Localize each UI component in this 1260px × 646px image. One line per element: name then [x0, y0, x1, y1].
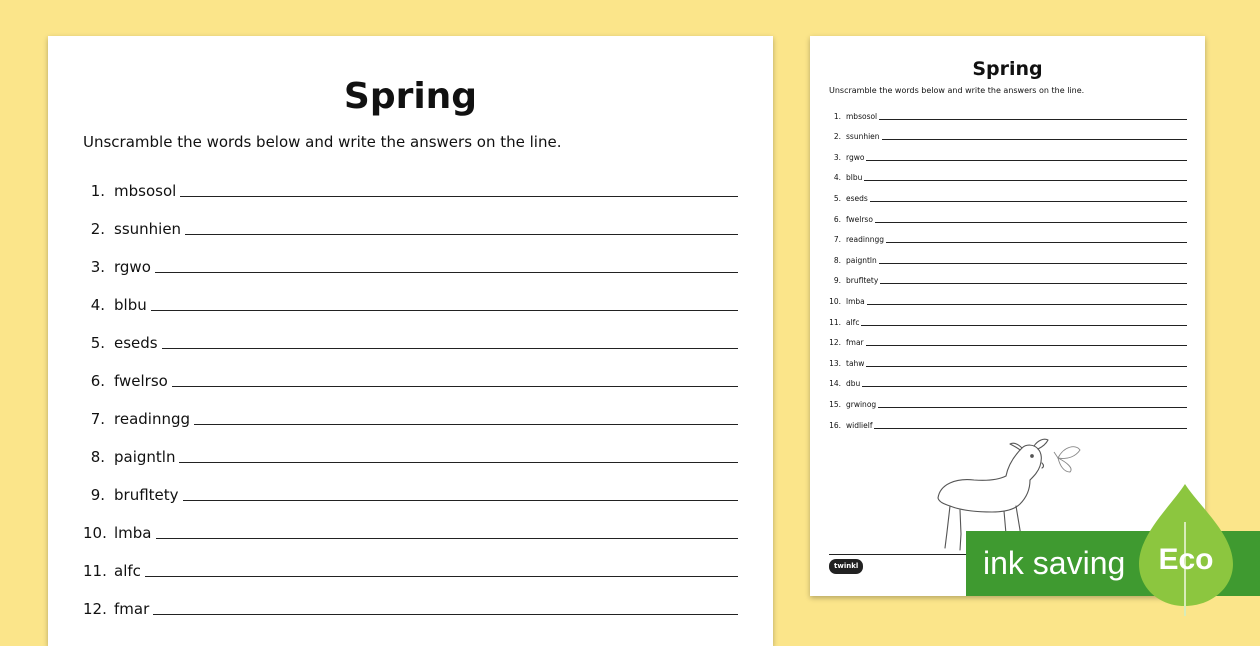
answer-line [185, 234, 738, 235]
item-number: 8. [833, 255, 841, 265]
list-item [83, 238, 738, 276]
answer-line [866, 160, 1187, 161]
list-item [83, 542, 738, 580]
list-item [83, 466, 738, 504]
answer-line [194, 424, 738, 425]
item-number: 2. [833, 132, 841, 142]
answer-line [875, 222, 1187, 223]
item-number: 1. [833, 111, 841, 121]
item-number: 5. [90, 334, 105, 352]
scrambled-word: paigntln [846, 255, 877, 265]
worksheet-instructions: Unscramble the words below and write the answers on the line. [83, 133, 562, 151]
answer-line [156, 538, 739, 539]
item-number: 8. [90, 448, 105, 466]
answer-line [162, 348, 738, 349]
answer-line [866, 345, 1187, 346]
list-item [83, 390, 738, 428]
answer-line [151, 310, 738, 311]
answer-line [172, 386, 738, 387]
answer-line [145, 576, 738, 577]
list-item [83, 276, 738, 314]
list-item [829, 203, 1187, 224]
answer-line [155, 272, 738, 273]
scrambled-word: fmar [846, 338, 864, 348]
scrambled-word: readinngg [846, 235, 885, 245]
scrambled-word: tahw [846, 358, 865, 368]
list-item [829, 265, 1187, 286]
answer-line [153, 614, 738, 615]
item-number: 7. [833, 235, 841, 245]
list-item [829, 100, 1187, 121]
list-item [829, 141, 1187, 162]
answer-line [886, 242, 1187, 243]
answer-line [864, 180, 1187, 181]
list-item [83, 504, 738, 542]
list-item [829, 182, 1187, 203]
scrambled-word: rgwo [114, 258, 151, 276]
item-number: 9. [833, 276, 841, 286]
list-item [83, 314, 738, 352]
item-number: 15. [829, 399, 841, 409]
list-item [829, 368, 1187, 389]
item-number: 14. [829, 379, 841, 389]
item-number: 11. [829, 317, 841, 327]
answer-line [882, 139, 1187, 140]
word-list [83, 162, 738, 618]
item-number: 3. [90, 258, 105, 276]
list-item [829, 285, 1187, 306]
scrambled-word: ssunhien [114, 220, 182, 238]
scrambled-word: brufltety [846, 276, 879, 286]
answer-line [874, 428, 1187, 429]
answer-line [179, 462, 738, 463]
list-item [829, 224, 1187, 245]
scrambled-word: brufltety [114, 486, 179, 504]
scrambled-word: blbu [846, 173, 863, 183]
scrambled-word: eseds [846, 193, 868, 203]
scrambled-word: widlielf [846, 420, 873, 430]
answer-line [862, 386, 1187, 387]
list-item [829, 162, 1187, 183]
scrambled-word: eseds [114, 334, 158, 352]
scrambled-word: fwelrso [114, 372, 168, 390]
item-number: 13. [829, 358, 841, 368]
item-number: 5. [833, 193, 841, 203]
item-number: 4. [833, 173, 841, 183]
item-number: 1. [90, 182, 105, 200]
answer-line [867, 304, 1187, 305]
answer-line [183, 500, 738, 501]
list-item [829, 347, 1187, 368]
item-number: 7. [90, 410, 105, 428]
item-number: 4. [90, 296, 105, 314]
scrambled-word: rgwo [846, 152, 865, 162]
scrambled-word: blbu [114, 296, 147, 314]
scrambled-word: lmba [846, 296, 865, 306]
item-number: 6. [90, 372, 105, 390]
word-list [829, 100, 1187, 430]
twinkl-logo: twinkl [829, 559, 863, 574]
item-number: 2. [90, 220, 105, 238]
scrambled-word: lmba [114, 524, 152, 542]
worksheet-preview-large [48, 36, 773, 646]
list-item [829, 327, 1187, 348]
scrambled-word: paigntln [114, 448, 176, 466]
scrambled-word: readinngg [114, 410, 191, 428]
item-number: 6. [833, 214, 841, 224]
list-item [829, 409, 1187, 430]
scrambled-word: dbu [846, 379, 861, 389]
answer-line [870, 201, 1187, 202]
item-number: 12. [829, 338, 841, 348]
list-item [83, 200, 738, 238]
item-number: 10. [83, 524, 107, 542]
list-item [829, 388, 1187, 409]
answer-line [879, 263, 1187, 264]
answer-line [180, 196, 738, 197]
answer-line [866, 366, 1187, 367]
scrambled-word: ssunhien [846, 132, 880, 142]
scrambled-word: mbsosol [846, 111, 878, 121]
scrambled-word: fmar [114, 600, 150, 618]
item-number: 10. [829, 296, 841, 306]
scrambled-word: mbsosol [114, 182, 177, 200]
item-number: 11. [83, 562, 107, 580]
list-item [83, 352, 738, 390]
answer-line [861, 325, 1187, 326]
eco-label: Eco [1158, 543, 1214, 576]
item-number: 16. [829, 420, 841, 430]
item-number: 3. [833, 152, 841, 162]
worksheet-title: Spring [972, 58, 1043, 80]
list-item [83, 580, 738, 618]
answer-line [880, 283, 1187, 284]
scrambled-word: fwelrso [846, 214, 873, 224]
worksheet-instructions: Unscramble the words below and write the answers on the line. [829, 86, 1085, 95]
list-item [83, 162, 738, 200]
scrambled-word: grwinog [846, 399, 877, 409]
answer-line [878, 407, 1187, 408]
list-item [829, 244, 1187, 265]
list-item [829, 306, 1187, 327]
worksheet-title: Spring [343, 76, 478, 117]
scrambled-word: alfc [846, 317, 860, 327]
list-item [829, 121, 1187, 142]
scrambled-word: alfc [114, 562, 141, 580]
answer-line [879, 119, 1187, 120]
item-number: 12. [83, 600, 107, 618]
item-number: 9. [90, 486, 105, 504]
ink-saving-text: ink saving [983, 545, 1126, 581]
list-item [83, 428, 738, 466]
